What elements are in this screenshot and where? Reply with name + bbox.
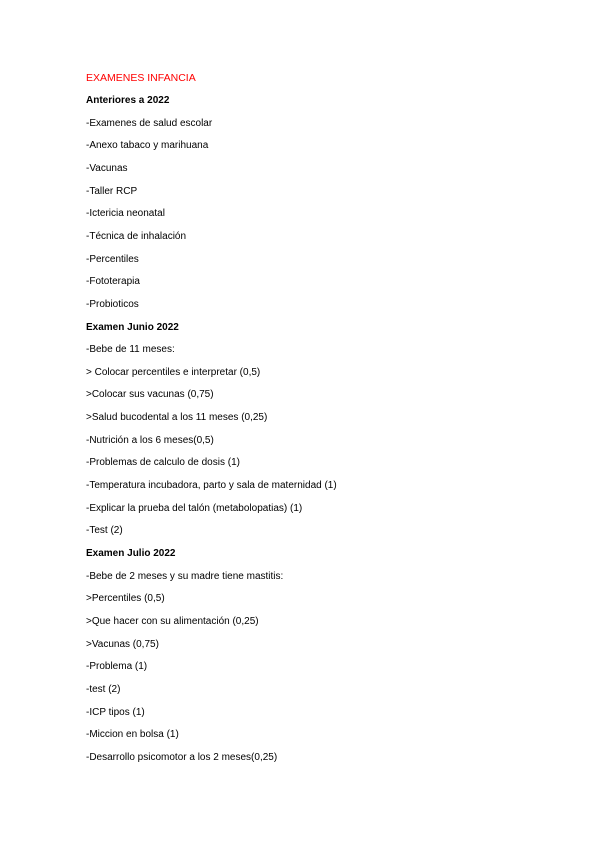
list-item: -Problema (1) (86, 661, 148, 673)
list-item: -Técnica de inhalación (86, 230, 187, 242)
list-item: -Temperatura incubadora, parto y sala de maternidad (1) (86, 480, 337, 491)
list-item: -Bebe de 11 meses: (86, 344, 175, 356)
document-title: EXAMENES INFANCIA (86, 72, 196, 84)
list-item: >Que hacer con su alimentación (0,25) (86, 615, 259, 627)
list-item: -Examenes de salud escolar (86, 117, 213, 129)
list-item: -Taller RCP (86, 185, 138, 197)
list-item: -Percentiles (86, 253, 139, 265)
section-heading: Examen Junio 2022 (86, 321, 179, 333)
section-heading: Examen Julio 2022 (86, 548, 176, 559)
list-item: -Vacunas (86, 162, 128, 174)
list-item: -Fototerapia (86, 276, 140, 288)
list-item: -Test (2) (86, 525, 123, 537)
list-item: -Desarrollo psicomotor a los 2 meses(0,25) (86, 751, 278, 763)
list-item: -ICP tipos (1) (86, 706, 145, 718)
list-item: >Salud bucodental a los 11 meses (0,25) (86, 412, 268, 424)
list-item: -Ictericia neonatal (86, 208, 165, 220)
list-item: -test (2) (86, 683, 121, 695)
list-item: -Nutrición a los 6 meses(0,5) (86, 434, 214, 446)
list-item: -Probioticos (86, 298, 139, 310)
section-heading: Anteriores a 2022 (86, 95, 170, 106)
list-item: -Miccion en bolsa (1) (86, 729, 179, 741)
list-item: -Explicar la prueba del talón (metabolopatias) (1) (86, 502, 303, 514)
list-item: >Percentiles (0,5) (86, 593, 165, 605)
list-item: -Problemas de calculo de dosis (1) (86, 457, 240, 469)
list-item: >Vacunas (0,75) (86, 638, 159, 650)
list-item: >Colocar sus vacunas (0,75) (86, 389, 214, 401)
list-item: -Bebe de 2 meses y su madre tiene mastitis: (86, 570, 284, 582)
list-item: > Colocar percentiles e interpretar (0,5) (86, 366, 261, 378)
list-item: -Anexo tabaco y marihuana (86, 140, 209, 152)
